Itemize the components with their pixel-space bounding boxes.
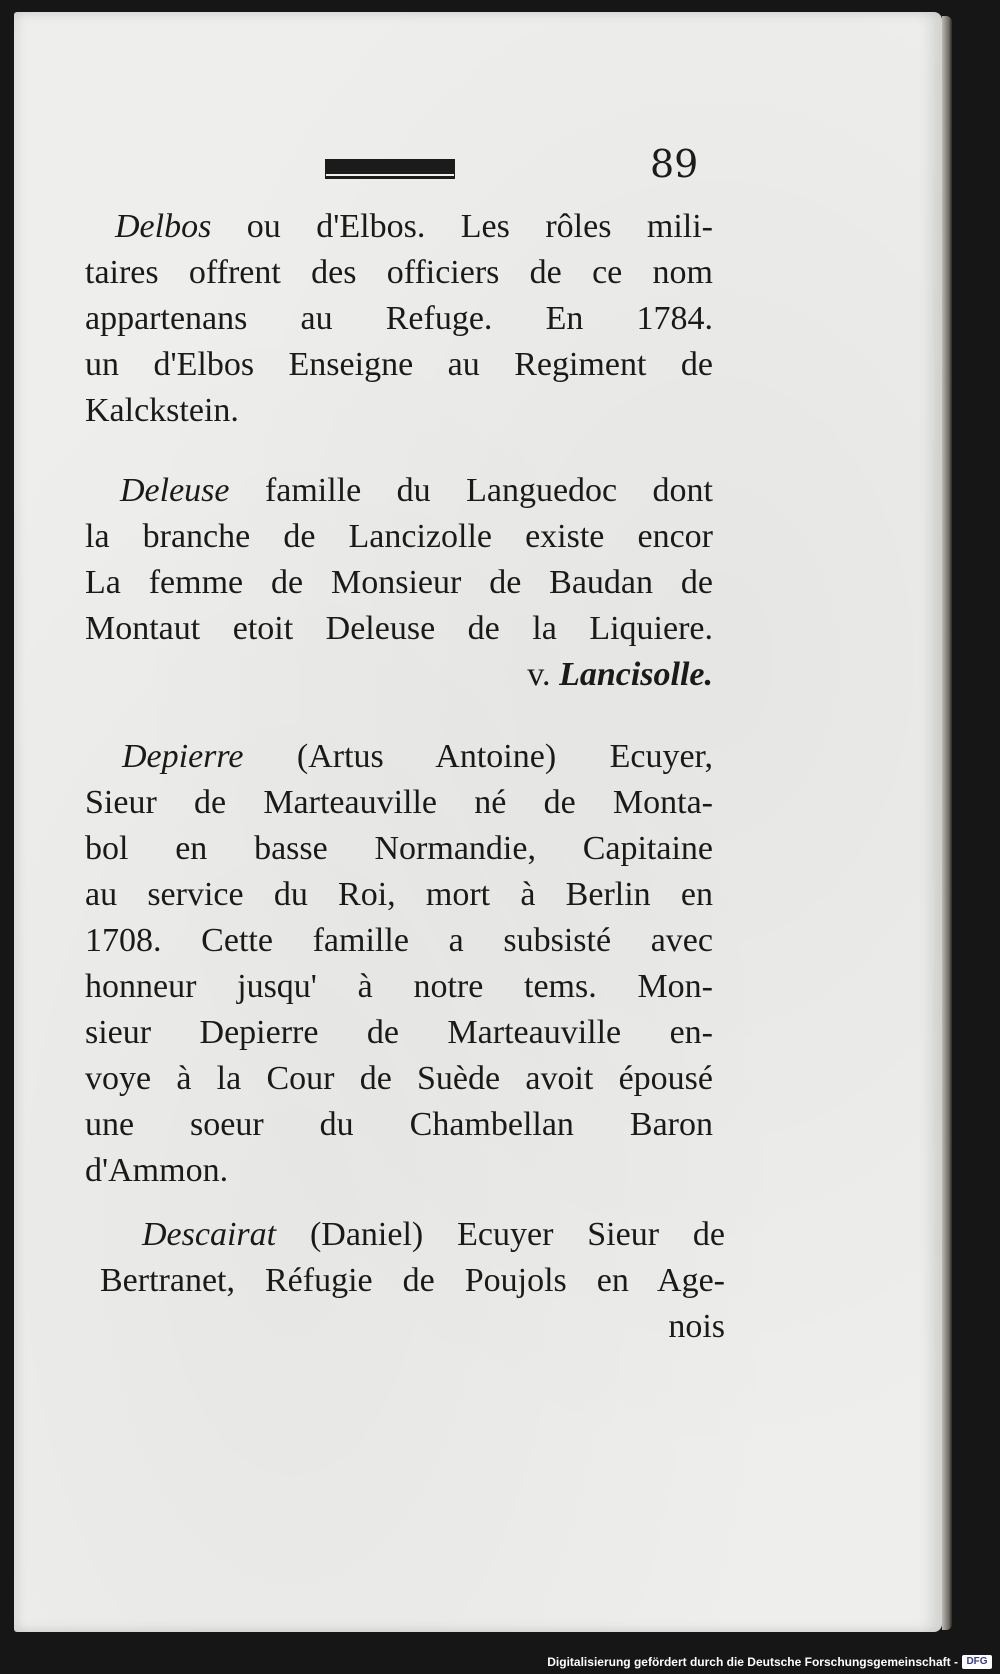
entry-deleuse [85, 468, 713, 698]
entry-descairat [100, 1212, 725, 1350]
entry-name: Delbos [115, 208, 212, 245]
entry-line [85, 468, 713, 514]
entry-line: nois [668, 1308, 725, 1345]
entry-line: Montaut etoit Deleuse de la Liquiere. [85, 610, 713, 647]
entry-line: 1708. Cette famille a subsisté avec [85, 922, 713, 959]
entry-text: (Daniel) Ecuyer Sieur de [276, 1216, 725, 1253]
reference-name: Lancisolle. [559, 656, 713, 693]
entry-name: Descairat [142, 1216, 277, 1253]
entry-delbos [85, 204, 713, 434]
page-edge [942, 16, 952, 1630]
entry-line: une soeur du Chambellan Baron [85, 1106, 713, 1143]
entry-line: appartenans au Refuge. En 1784. [85, 300, 713, 337]
entry-line: honneur jusqu' à notre tems. Mon- [85, 968, 713, 1005]
entry-line [100, 1212, 725, 1258]
entry-line: bol en basse Normandie, Capitaine [85, 830, 713, 867]
entry-line: d'Ammon. [85, 1152, 229, 1189]
entry-name: Deleuse [120, 472, 230, 509]
footer-credit: Digitalisierung gefördert durch die Deutsche Forschungsgemeinschaft - [547, 1655, 958, 1669]
entry-depierre [85, 734, 713, 1194]
entry-line: voye à la Cour de Suède avoit épousé [85, 1060, 713, 1097]
entry-line: La femme de Monsieur de Baudan de [85, 564, 713, 601]
entry-line [85, 734, 713, 780]
entry-line: Kalckstein. [85, 392, 239, 429]
page-number: 89 [650, 142, 699, 186]
entry-text: (Artus Antoine) Ecuyer, [243, 738, 713, 775]
entry-line: au service du Roi, mort à Berlin en [85, 876, 713, 913]
entry-reference [85, 652, 713, 698]
entry-line: Bertranet, Réfugie de Poujols en Age- [100, 1262, 725, 1299]
entry-line: sieur Depierre de Marteauville en- [85, 1014, 713, 1051]
entry-line: taires offrent des officiers de ce nom [85, 254, 713, 291]
header-rule [325, 159, 455, 174]
entry-line: un d'Elbos Enseigne au Regiment de [85, 346, 713, 383]
entry-name: Depierre [122, 738, 244, 775]
entry-line [85, 204, 713, 250]
reference-prefix: v. [527, 656, 560, 693]
entry-line: la branche de Lancizolle existe encor [85, 518, 713, 555]
entry-text: ou d'Elbos. Les rôles mili- [211, 208, 713, 245]
entry-line: Sieur de Marteauville né de Monta- [85, 784, 713, 821]
dfg-logo: DFG [962, 1655, 992, 1669]
entry-text: famille du Languedoc dont [229, 472, 713, 509]
